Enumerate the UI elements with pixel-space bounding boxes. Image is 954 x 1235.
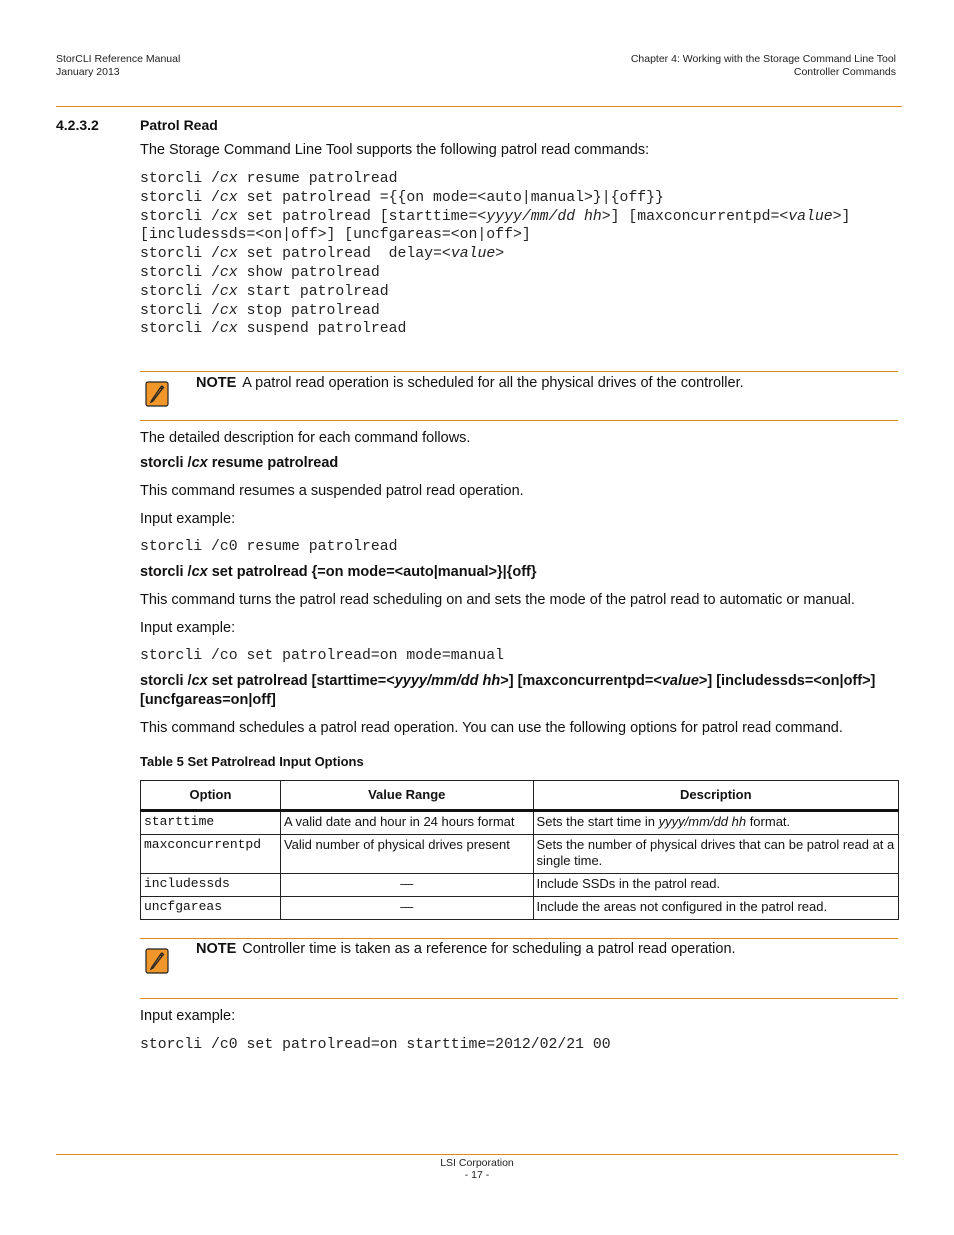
cmd-suspend: storcli /cx suspend patrolread	[140, 321, 407, 338]
description-cell: Sets the start time in yyyy/mm/dd hh format.	[533, 811, 898, 835]
manual-title: StorCLI Reference Manual	[56, 53, 181, 65]
command-list	[140, 170, 850, 339]
section-title-header: Controller Commands	[793, 66, 896, 78]
page-number: - 17 -	[464, 1169, 490, 1181]
final-example-label: Input example:	[140, 1008, 236, 1024]
col-header-value-range: Value Range	[280, 781, 533, 811]
note-pencil-icon	[145, 948, 169, 974]
cmd-start: storcli /cx start patrolread	[140, 283, 389, 300]
note2-label: NOTE	[196, 941, 237, 957]
option-cell: includessds	[141, 874, 281, 897]
note1-label: NOTE	[196, 375, 237, 391]
cmd-set-delay: storcli /cx set patrolread delay=<value>	[140, 246, 505, 263]
table-row	[141, 835, 899, 874]
col-header-option: Option	[141, 781, 281, 811]
cmd-set-start-description: This command schedules a patrol read operation. You can use the following options for patrol read command.	[140, 720, 843, 736]
footer-rule	[56, 1154, 898, 1155]
manual-date: January 2013	[56, 66, 120, 78]
cmd-set-start-heading: storcli /cx set patrolread [starttime=<yyyy/mm/dd hh>] [maxconcurrentpd=<value>] [includessds=<on|off>] [uncfgareas=on|off]	[140, 673, 876, 708]
cmd-set-start: storcli /cx set patrolread [starttime=<yyyy/mm/dd hh>] [maxconcurrentpd=<value>]	[140, 208, 851, 225]
detail-intro: The detailed description for each command follows.	[140, 430, 471, 446]
note2	[196, 940, 736, 959]
cmd-show: storcli /cx show patrolread	[140, 264, 380, 281]
final-example-code: storcli /c0 set patrolread=on starttime=2012/02/21 00	[140, 1037, 611, 1053]
note1-bottom-rule	[140, 420, 898, 421]
footer-company: LSI Corporation	[440, 1157, 514, 1169]
table-row	[141, 897, 899, 920]
col-header-description: Description	[533, 781, 898, 811]
range-cell: —	[280, 874, 533, 897]
section-heading: Patrol Read	[140, 117, 218, 133]
option-cell: maxconcurrentpd	[141, 835, 281, 874]
option-cell: starttime	[141, 811, 281, 835]
cmd-resume-example: storcli /c0 resume patrolread	[140, 539, 398, 555]
header-rule	[56, 106, 902, 107]
note2-text: Controller time is taken as a reference for scheduling a patrol read operation.	[242, 941, 736, 957]
note1-top-rule	[140, 371, 898, 372]
note-pencil-icon	[145, 381, 169, 407]
note1-text: A patrol read operation is scheduled for all the physical drives of the controller.	[242, 375, 744, 391]
running-header-left	[56, 53, 180, 79]
option-cell: uncfgareas	[141, 897, 281, 920]
cmd-stop: storcli /cx stop patrolread	[140, 302, 380, 319]
cmd-resume-description: This command resumes a suspended patrol read operation.	[140, 483, 524, 499]
table-caption: Table 5 Set Patrolread Input Options	[140, 754, 364, 769]
cmd-set-mode-example-label: Input example:	[140, 620, 236, 636]
cmd-resume: storcli /cx resume patrolread	[140, 171, 398, 187]
cmd-set-mode-description: This command turns the patrol read scheduling on and sets the mode of the patrol read to automatic or manual.	[140, 592, 855, 608]
cmd-set-start-cont: [includessds=<on|off>] [uncfgareas=<on|off>]	[140, 227, 531, 244]
options-table	[140, 780, 899, 920]
range-cell: A valid date and hour in 24 hours format	[280, 811, 533, 835]
description-cell: Sets the number of physical drives that can be patrol read at a single time.	[533, 835, 898, 874]
table-row	[141, 874, 899, 897]
cmd-set-mode: storcli /cx set patrolread ={{on mode=<auto|manual>}|{off}}	[140, 189, 664, 206]
section-number: 4.2.3.2	[56, 117, 99, 133]
running-header-right	[631, 53, 896, 79]
note1	[196, 374, 744, 393]
range-cell: Valid number of physical drives present	[280, 835, 533, 874]
cmd-set-mode-heading: storcli /cx set patrolread {=on mode=<auto|manual>}|{off}	[140, 564, 537, 580]
note2-bottom-rule	[140, 998, 898, 999]
range-cell: —	[280, 897, 533, 920]
description-cell: Include the areas not configured in the patrol read.	[533, 897, 898, 920]
cmd-resume-heading: storcli /cx resume patrolread	[140, 455, 339, 471]
table-row	[141, 811, 899, 835]
table-header-row	[141, 781, 899, 811]
cmd-set-mode-example: storcli /co set patrolread=on mode=manual	[140, 648, 505, 664]
cmd-resume-example-label: Input example:	[140, 511, 236, 527]
note2-top-rule	[140, 938, 898, 939]
chapter-title: Chapter 4: Working with the Storage Command Line Tool	[630, 53, 896, 65]
section-intro: The Storage Command Line Tool supports the following patrol read commands:	[140, 142, 650, 158]
description-cell: Include SSDs in the patrol read.	[533, 874, 898, 897]
